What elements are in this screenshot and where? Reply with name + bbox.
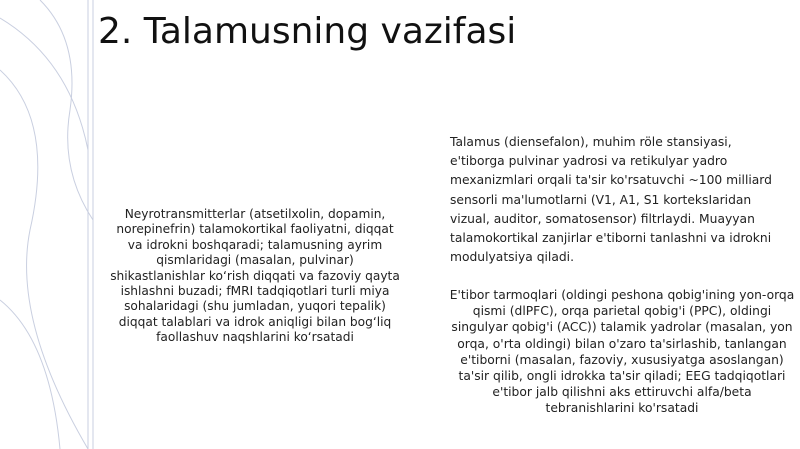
decor-curve <box>40 0 93 220</box>
right-paragraph-bottom: E'tibor tarmoqlari (oldingi peshona qobig'ining yon-orqa qismi (dlPFC), orqa parietal qobig'i (PPC), oldingi singulyar qobig'i (ACC)) talamik yadrolar (masalan, yon orqa, o'rta oldingi) bilan o'zaro ta'sirlashib, tanlangan e'tiborni (masalan, fazoviy, xususiyatga asoslangan) ta'sir qilib, ongli idrokka ta'sir qiladi; EEG tadqiqotlari e'tibor jalb qilishni aks ettiruvchi alfa/beta tebranishlarini ko'rsatadi <box>449 288 795 416</box>
decor-curve <box>0 70 88 449</box>
left-paragraph: Neyrotransmitterlar (atsetilxolin, dopamin, norepinefrin) talamokortikal faoliyatni, diqqat va idrokni boshqaradi; talamusning ayrim qismlaridagi (masalan, pulvinar) shikastlanishlar ko‘rish diqqati va fazoviy qayta ishlashni buzadi; fMRI tadqiqotlari turli miya sohalaridagi (shu jumladan, yuqori tepalik) diqqat talablari va idrok aniqligi bilan bog‘liq faollashuv naqshlarini ko‘rsatadi <box>110 207 400 345</box>
decor-curve <box>0 18 88 150</box>
right-paragraph-top: Talamus (diensefalon), muhim röle stansiyasi, e'tiborga pulvinar yadrosi va retikulyar yadro mexanizmlari orqali ta'sir ko'rsatuvchi ~100 milliard sensorli ma'lumotlarni (V1, A1, S1 korteksIaridan vizual, auditor, somatosensor) filtrlaydi. Muayyan talamokortikal zanjirlar e'tiborni tanlashni va idrokni modulyatsiya qiladi. <box>450 135 772 265</box>
slide-title: 2. Talamusning vazifasi <box>98 11 517 52</box>
decor-curve <box>0 300 60 449</box>
